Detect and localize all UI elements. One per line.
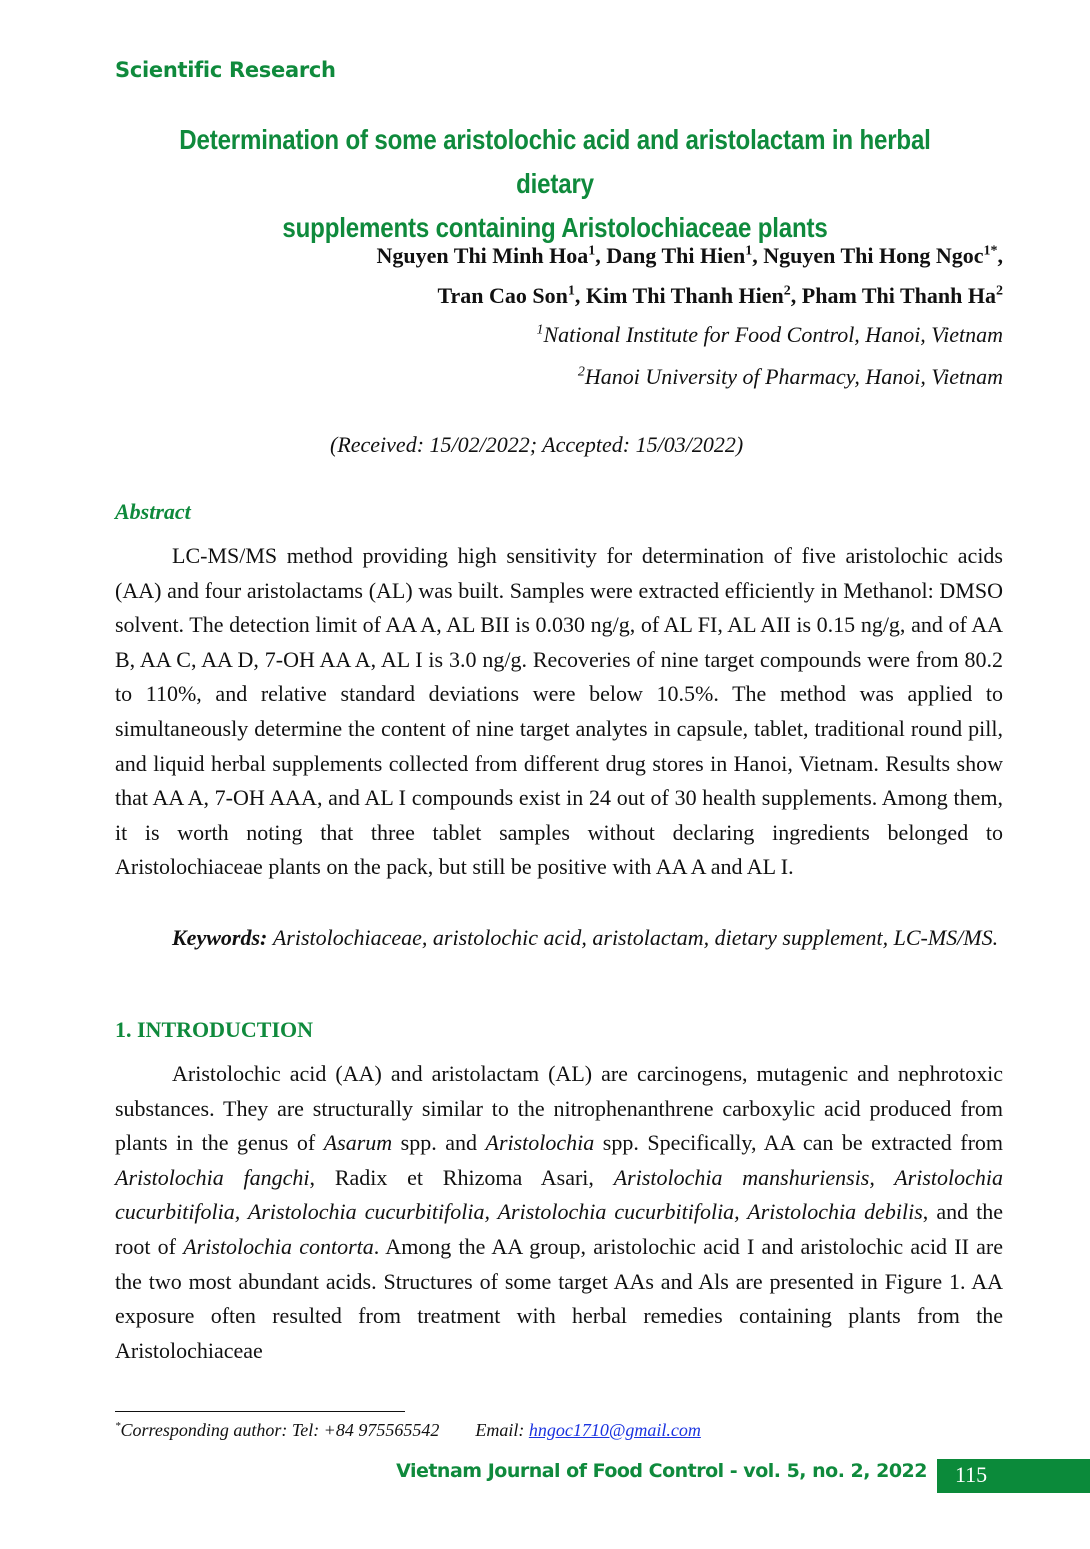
section-label: Scientific Research	[115, 58, 336, 82]
introduction-text	[115, 1057, 1003, 1368]
keywords	[115, 921, 1003, 956]
author-sup: 2	[996, 283, 1003, 299]
affiliation-1	[536, 322, 1003, 348]
footnote-label: Corresponding author: Tel: +84 975565542	[120, 1420, 440, 1440]
affiliation-sup: 1	[536, 322, 544, 338]
author-name: Kim Thi Thanh Hien	[585, 283, 784, 308]
journal-footer: Vietnam Journal of Food Control - vol. 5, no. 2, 2022	[396, 1460, 927, 1482]
species-name: Asarum	[323, 1130, 393, 1156]
author-name: Dang Thi Hien	[606, 243, 746, 268]
abstract-text: LC-MS/MS method providing high sensitivity for determination of five aristolochic acids (AA) and four aristolactams (AL) was built. Samples were extracted efficiently in Methanol: DMSO solvent. The detection limit of AA A, AL BII is 0.030 ng/g, of AL FI, AL AII is 0.15 ng/g, and of AA B, AA C, AA D, 7-OH AA A, AL I is 3.0 ng/g. Recoveries of nine target compounds were from 80.2 to 110%, and relative standard deviations were below 10.5%. The method was applied to simultaneously determine the content of nine target analytes in capsule, tablet, traditional round pill, and liquid herbal supplements collected from different drug stores in Hanoi, Vietnam. Results show that AA A, 7-OH AAA, and AL I compounds exist in 24 out of 30 health supplements. Among them, it is worth noting that three tablet samples without declaring ingredients belonged to Aristolochiaceae plants on the pack, but still be positive with AA A and AL I.	[115, 543, 1003, 880]
affiliation-text: National Institute for Food Control, Hanoi, Vietnam	[543, 322, 1003, 347]
author-sup: 1	[567, 283, 575, 299]
author-name: Tran Cao Son	[437, 283, 568, 308]
author-line-1: Nguyen Thi Minh Hoa$^1$, Dang Thi Hien$^1$, Nguyen Thi Hong Ngoc$^{1*}$,	[376, 243, 1003, 268]
text-segment: spp. and	[392, 1130, 486, 1156]
species-name: Aristolochia manshuriensis, Aristolochia cucurbitifolia, Aristolochia cucurbitifolia, Aristolochia cucurbitifolia, Aristolochia debilis	[115, 1164, 1004, 1225]
title-line-2: supplements containing Aristolochiaceae plants	[282, 212, 828, 243]
text-segment: , Radix et Rhizoma Asari,	[309, 1164, 614, 1190]
species-name: Aristolochia contorta	[183, 1233, 374, 1259]
affiliation-sup: 2	[577, 364, 585, 380]
author-sup: 1	[745, 243, 753, 259]
author-name: Pham Thi Thanh Ha	[801, 283, 996, 308]
email-label: Email:	[475, 1420, 529, 1440]
abstract-heading: Abstract	[115, 499, 191, 524]
species-name: Aristolochia fangchi	[115, 1164, 310, 1190]
email-link[interactable]: hngoc1710@gmail.com	[528, 1420, 701, 1440]
text-segment: . Among the AA group, aristolochic acid I and aristolochic acid II are the two most abundant acids. Structures of some target AAs and Als are presented in Figure 1. AA exposure often resulted from treatment with herbal remedies containing plants from the Aristolochiaceae	[115, 1233, 1004, 1363]
received-accepted-dates: (Received: 15/02/2022; Accepted: 15/03/2022)	[330, 432, 744, 457]
text-segment: , and the root of	[115, 1199, 1003, 1259]
author-sup: 1	[588, 243, 596, 259]
footnote-divider	[115, 1411, 405, 1412]
title-line-1: Determination of some aristolochic acid and aristolactam in herbal dietary	[179, 124, 931, 199]
species-name: Aristolochia	[485, 1130, 595, 1156]
page-number: 115	[955, 1462, 988, 1487]
author-list	[377, 236, 1003, 316]
affiliation-text: Hanoi University of Pharmacy, Hanoi, Vietnam	[584, 364, 1003, 389]
text-segment: spp. Specifically, AA can be extracted from	[594, 1130, 1004, 1156]
footnote-marker: *	[115, 1420, 121, 1432]
author-sup: 2	[783, 283, 791, 299]
keywords-text: Aristolochiaceae, aristolochic acid, aristolactam, dietary supplement, LC-MS/MS.	[272, 925, 999, 950]
affiliation-2	[578, 364, 1003, 390]
author-name: Nguyen Thi Hong Ngoc	[763, 243, 984, 268]
introduction-heading: 1. INTRODUCTION	[115, 1017, 314, 1042]
author-name: Nguyen Thi Minh Hoa	[376, 243, 589, 268]
author-sup: 1*	[983, 243, 998, 259]
article-title	[164, 118, 947, 250]
author-line-2: Tran Cao Son$^1$, Kim Thi Thanh Hien$^2$, Pham Thi Thanh Ha$^2$	[437, 283, 1003, 308]
keywords-label: Keywords:	[172, 925, 268, 950]
text-segment: Aristolochic acid (AA) and aristolactam (AL) are carcinogens, mutagenic and nephrotoxic substances. They are structurally similar to the nitrophenanthrene carboxylic acid produced from plants in the genus of	[115, 1061, 1003, 1156]
corresponding-author-footnote	[115, 1420, 701, 1441]
